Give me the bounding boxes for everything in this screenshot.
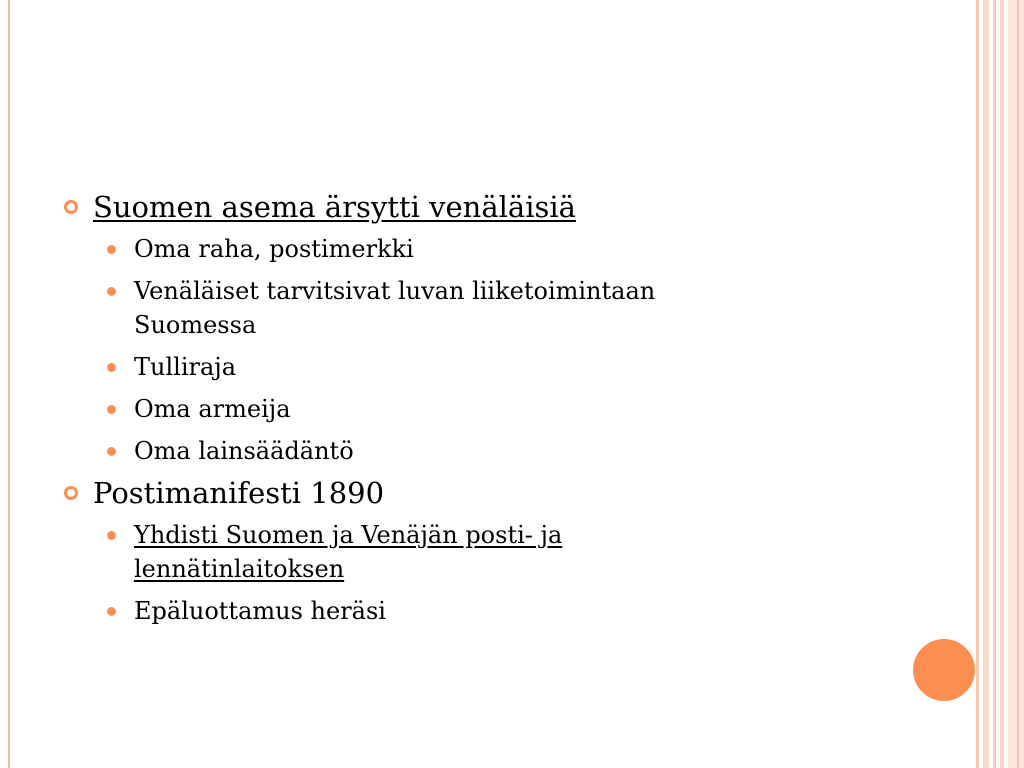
- dot-bullet-icon: [107, 607, 116, 616]
- bullet-level2-item: [62, 518, 734, 586]
- bullet-level2-item: [62, 350, 942, 384]
- left-border-line: [8, 0, 10, 768]
- right-stripe: [976, 0, 979, 768]
- right-stripe: [1008, 0, 1024, 768]
- dot-bullet-icon: [107, 363, 116, 372]
- bullet-text: Oma armeija: [134, 395, 291, 423]
- bullet-text: Tulliraja: [134, 353, 237, 381]
- bullet-text: Oma lainsäädäntö: [134, 437, 354, 465]
- slide-content: [62, 190, 942, 636]
- right-stripe: [1000, 0, 1004, 768]
- dot-bullet-icon: [107, 447, 116, 456]
- bullet-level2-item: [62, 274, 754, 342]
- bullet-level2-item: [62, 232, 942, 266]
- ring-bullet-icon: [64, 200, 78, 214]
- ring-bullet-icon: [64, 486, 78, 500]
- bullet-text: Epäluottamus heräsi: [134, 597, 386, 625]
- bullet-level2-item: [62, 434, 942, 468]
- right-stripe: [993, 0, 996, 768]
- bullet-level2-item: [62, 594, 942, 628]
- right-stripe: [1017, 0, 1019, 768]
- dot-bullet-icon: [107, 287, 116, 296]
- bullet-level1-item: [62, 190, 942, 224]
- decorative-orange-circle: [913, 639, 975, 701]
- bullet-text[interactable]: Yhdisti Suomen ja Venäjän posti- ja lennätinlaitoksen: [134, 521, 563, 583]
- dot-bullet-icon: [107, 405, 116, 414]
- dot-bullet-icon: [107, 531, 116, 540]
- right-stripe: [983, 0, 989, 768]
- dot-bullet-icon: [107, 245, 116, 254]
- bullet-level1-item: [62, 476, 942, 510]
- bullet-text: Venäläiset tarvitsivat luvan liiketoimintaan Suomessa: [134, 277, 656, 339]
- bullet-text: Postimanifesti 1890: [93, 476, 385, 510]
- bullet-text[interactable]: Suomen asema ärsytti venäläisiä: [93, 190, 576, 224]
- bullet-level2-item: [62, 392, 942, 426]
- bullet-text: Oma raha, postimerkki: [134, 235, 414, 263]
